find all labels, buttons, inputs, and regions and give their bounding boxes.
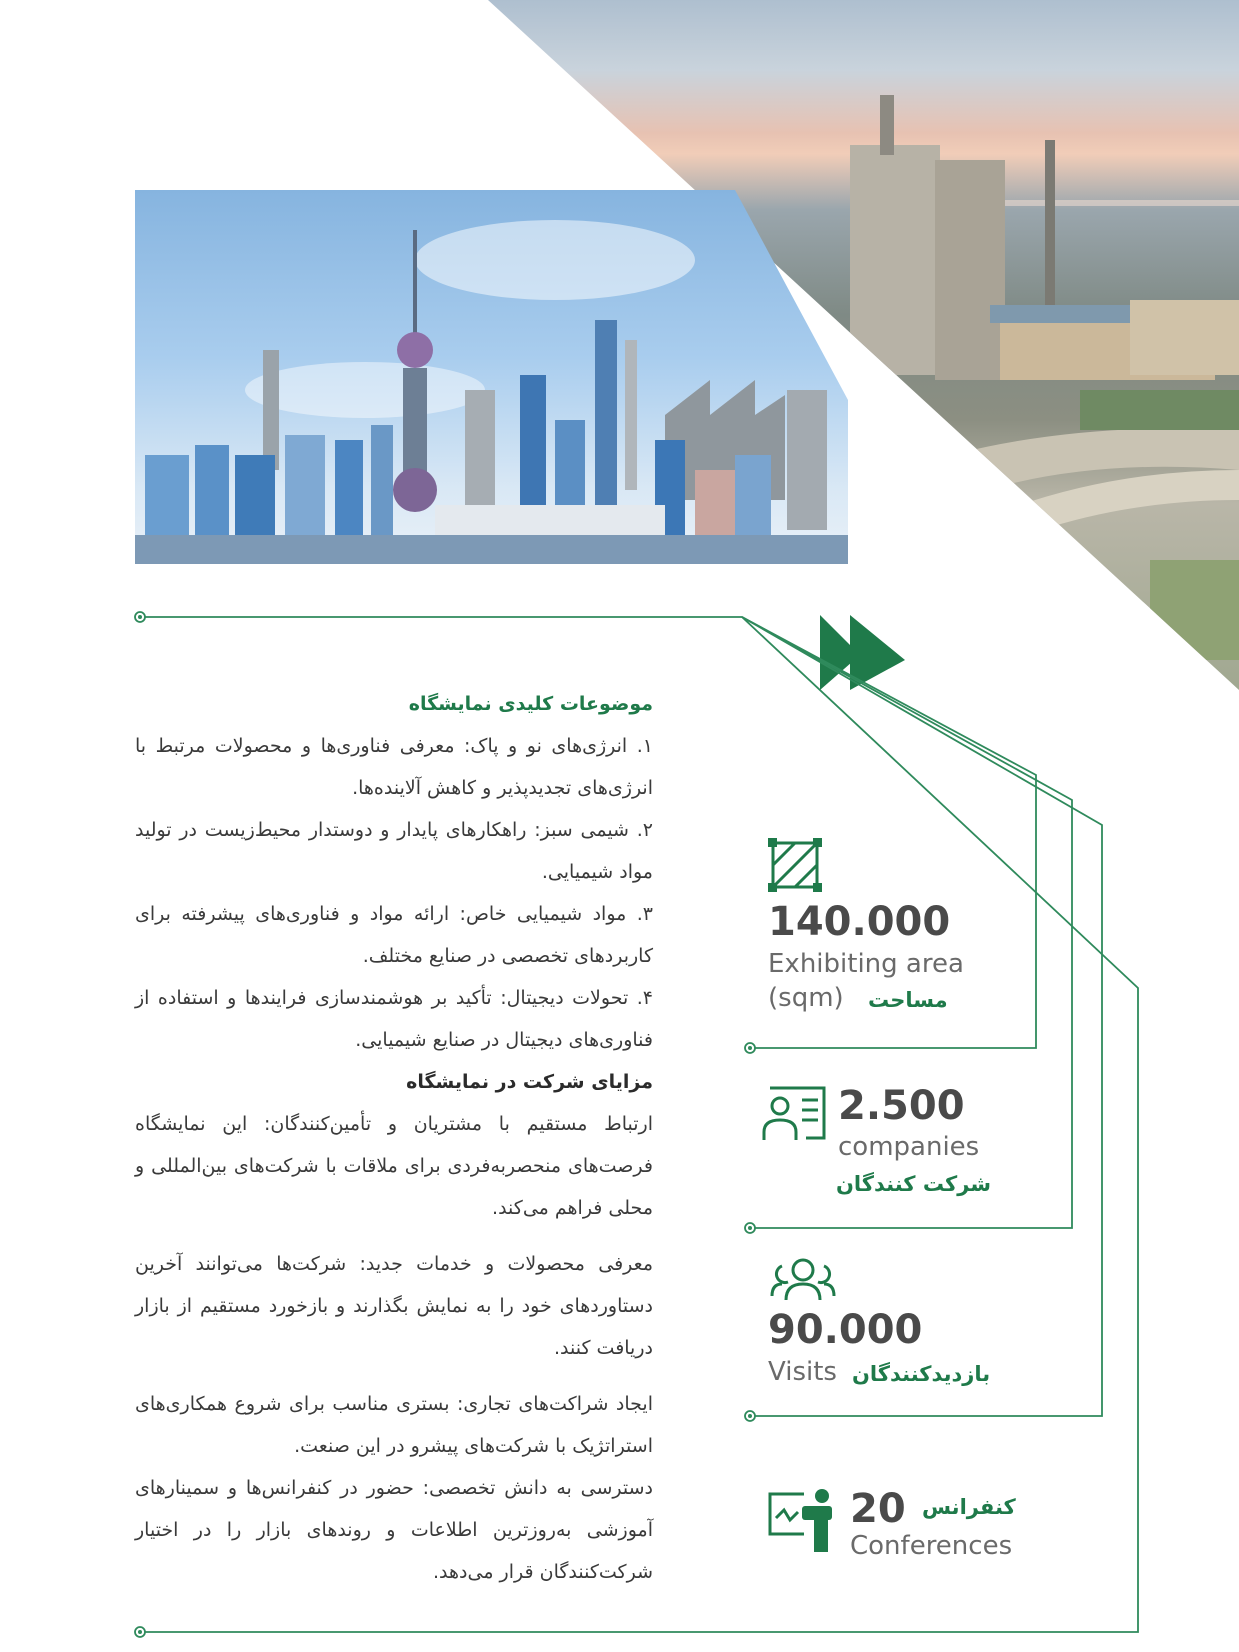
companies-value: 2.500 <box>838 1083 965 1129</box>
area-label-fa: مساحت <box>868 988 948 1012</box>
companies-icon <box>760 1086 826 1142</box>
key-topic-1: ۱. انرژی‌های نو و پاک: معرفی فناوری‌ها و محصولات مرتبط با انرژی‌های تجدیدپذیر و کاهش آلاینده‌ها. <box>135 735 653 799</box>
conferences-label-fa: کنفرانس <box>922 1495 1016 1519</box>
visitors-icon <box>768 1256 838 1302</box>
visits-label-en: Visits <box>768 1357 837 1387</box>
conference-icon <box>768 1488 838 1554</box>
key-topic-4: ۴. تحولات دیجیتال: تأکید بر هوشمندسازی فرایندها و استفاده از فناوری‌های دیجیتال در صنایع شیمیایی. <box>135 987 653 1051</box>
visits-value: 90.000 <box>768 1307 923 1353</box>
conferences-value: 20 <box>850 1486 906 1532</box>
area-label-en-1: Exhibiting area <box>768 949 964 979</box>
area-label-en-2: (sqm) <box>768 983 844 1013</box>
area-icon <box>768 838 822 892</box>
benefit-3: ایجاد شراکت‌های تجاری: بستری مناسب برای شروع همکاری‌های استراتژیک با شرکت‌های پیشرو در این صنعت. <box>135 1393 653 1457</box>
companies-label-en: companies <box>838 1132 980 1162</box>
conferences-label-en: Conferences <box>850 1531 1013 1561</box>
visits-label-fa: بازدیدکنندگان <box>852 1362 991 1386</box>
benefit-4: دسترسی به دانش تخصصی: حضور در کنفرانس‌ها و سمینارهای آموزشی به‌روزترین اطلاعات و روندهای بازار را در اختیار شرکت‌کنندگان قرار می‌دهد. <box>135 1477 653 1583</box>
benefit-2: معرفی محصولات و خدمات جدید: شرکت‌ها می‌توانند آخرین دستاوردهای خود را به نمایش بگذارند و بازخورد مستقیم از بازار دریافت کنند. <box>135 1253 653 1359</box>
benefits-title: مزایای شرکت در نمایشگاه <box>406 1071 653 1093</box>
companies-label-fa: شرکت کنندگان <box>836 1172 991 1196</box>
benefit-1: ارتباط مستقیم با مشتریان و تأمین‌کنندگان: این نمایشگاه فرصت‌های منحصربه‌فردی برای ملاقات با شرکت‌های بین‌المللی و محلی فراهم می‌کند. <box>135 1113 653 1219</box>
key-topics-title: موضوعات کلیدی نمایشگاه <box>408 693 653 715</box>
body-text <box>135 683 653 1593</box>
key-topic-3: ۳. مواد شیمیایی خاص: ارائه مواد و فناوری‌های پیشرفته برای کاربردهای تخصصی در صنایع مختلف. <box>135 903 653 967</box>
area-value: 140.000 <box>768 899 951 945</box>
key-topic-2: ۲. شیمی سبز: راهکارهای پایدار و دوستدار محیط‌زیست در تولید مواد شیمیایی. <box>135 819 653 883</box>
